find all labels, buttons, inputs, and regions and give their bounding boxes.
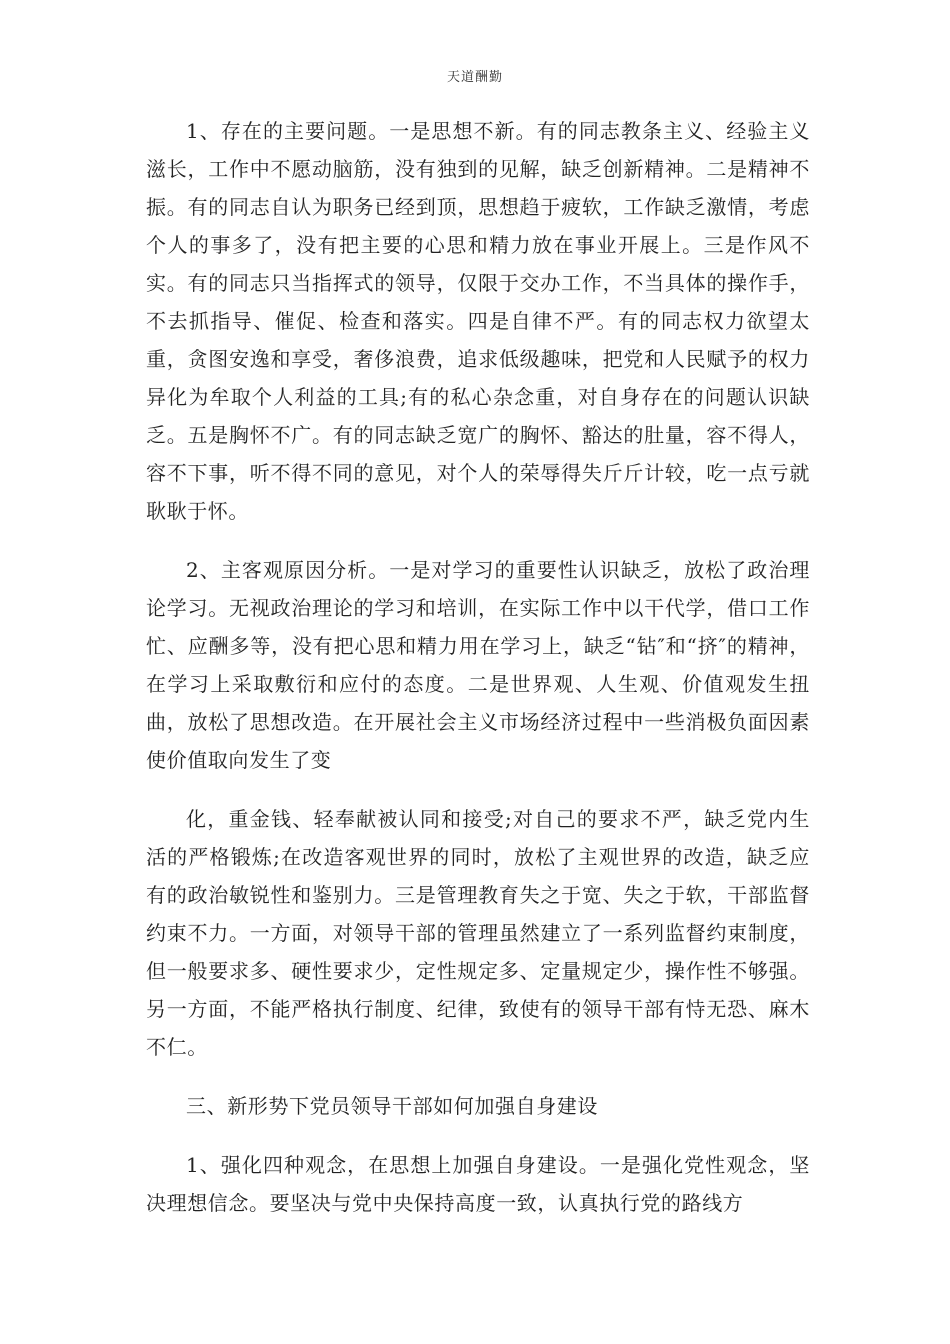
document-body — [146, 112, 810, 1222]
paragraph-causes: 2、主客观原因分析。一是对学习的重要性认识缺乏，放松了政治理论学习。无视政治理论的学习和培训，在实际工作中以干代学，借口工作忙、应酬多等，没有把心思和精力用在学习上，缺乏“钻″和“挤″的精神，在学习上采取敷衍和应付的态度。二是世界观、人生观、价值观发生扭曲，放松了思想改造。在开展社会主义市场经济过程中一些消极负面因素使价值取向发生了变 — [146, 558, 810, 772]
paragraph-strengthen: 1、强化四种观念，在思想上加强自身建设。一是强化党性观念，坚决理想信念。要坚决与党中央保持高度一致，认真执行党的路线方 — [146, 1153, 810, 1215]
paragraph-problems: 1、存在的主要问题。一是思想不新。有的同志教条主义、经验主义滋长，工作中不愿动脑筋，没有独到的见解，缺乏创新精神。二是精神不振。有的同志自认为职务已经到顶，思想趋于疲软，工作缺乏激情，考虑个人的事多了，没有把主要的心思和精力放在事业开展上。三是作风不实。有的同志只当指挥式的领导，仅限于交办工作，不当具体的操作手，不去抓指导、催促、检查和落实。四是自律不严。有的同志权力欲望太重，贪图安逸和享受，奢侈浪费，追求低级趣味，把党和人民赋予的权力异化为牟取个人利益的工具;有的私心杂念重，对自身存在的问题认识缺乏。五是胸怀不广。有的同志缺乏宽广的胸怀、豁达的肚量，容不得人，容不下事，听不得不同的意见，对个人的荣辱得失斤斤计较，吃一点亏就耿耿于怀。 — [146, 119, 810, 523]
section-heading: 三、新形势下党员领导干部如何加强自身建设 — [186, 1094, 598, 1118]
page-header: 天道酬勤 — [446, 70, 503, 85]
paragraph-causes-continued: 化，重金钱、轻奉献被认同和接受;对自己的要求不严，缺乏党内生活的严格锻炼;在改造客观世界的同时，放松了主观世界的改造，缺乏应有的政治敏锐性和鉴别力。三是管理教育失之于宽、失之于软，干部监督约束不力。一方面，对领导干部的管理虽然建立了一系列监督约束制度，但一般要求多、硬性要求少，定性规定多、定量规定少，操作性不够强。另一方面，不能严格执行制度、纪律，致使有的领导干部有恃无恐、麻木不仁。 — [146, 807, 810, 1059]
